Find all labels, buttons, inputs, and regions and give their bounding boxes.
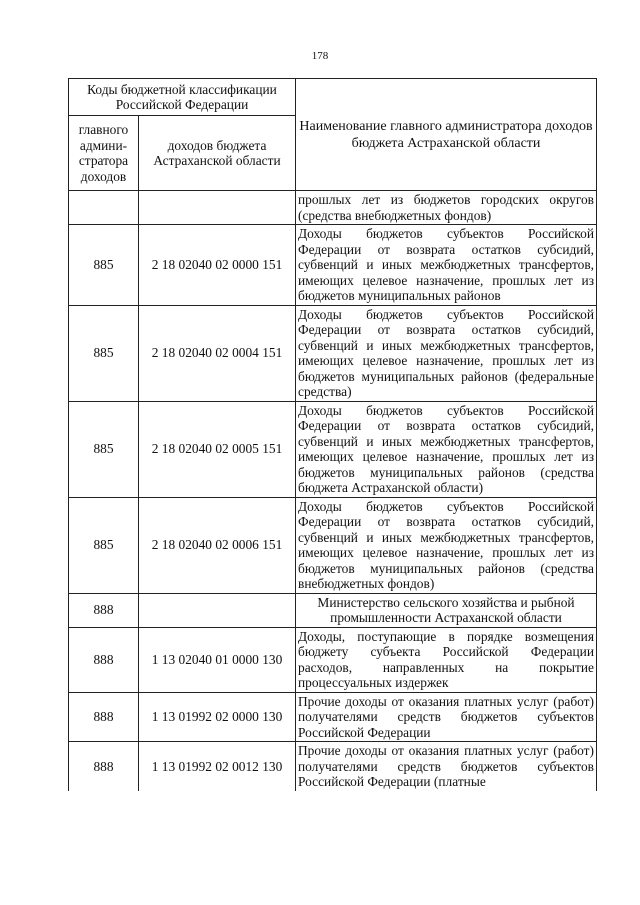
income-code-cell: 1 13 01992 02 0012 130 [139,742,296,791]
admin-code-cell: 888 [69,692,139,742]
table-row-section-heading [69,593,597,627]
header-administrator-name: Наименование главного администратора доходов бюджета Астраханской области [296,79,597,191]
table-row [69,692,597,742]
income-code-cell [139,191,296,225]
table-row [69,401,597,497]
income-code-cell: 2 18 02040 02 0005 151 [139,401,296,497]
income-code-cell: 2 18 02040 02 0004 151 [139,305,296,401]
admin-code-cell: 885 [69,401,139,497]
name-cell: Доходы бюджетов субъектов Российской Федерации от возврата остатков субсидий, субвенций и иных межбюджетных трансфертов, имеющих целевое назначение, прошлых лет из бюджетов муниципальных районов [296,225,597,306]
name-cell: Доходы бюджетов субъектов Российской Федерации от возврата остатков субсидий, субвенций и иных межбюджетных трансфертов, имеющих целевое назначение, прошлых лет из бюджетов муниципальных районов (средства внебюджетных фондов) [296,497,597,593]
table-row [69,225,597,306]
income-code-cell: 2 18 02040 02 0006 151 [139,497,296,593]
income-code-cell [139,593,296,627]
admin-code-cell: 885 [69,497,139,593]
name-cell: Доходы бюджетов субъектов Российской Федерации от возврата остатков субсидий, субвенций и иных межбюджетных трансфертов, имеющих целевое назначение, прошлых лет из бюджетов муниципальных районов (средства бюджета Астраханской области) [296,401,597,497]
table-row [69,305,597,401]
name-cell: Прочие доходы от оказания платных услуг (работ) получателями средств бюджетов субъектов Российской Федерации [296,692,597,742]
admin-code-cell: 885 [69,225,139,306]
table-header-row [69,79,597,116]
name-cell: Прочие доходы от оказания платных услуг (работ) получателями средств бюджетов субъектов Российской Федерации (платные [296,742,597,791]
admin-code-cell: 888 [69,742,139,791]
admin-code-cell: 888 [69,593,139,627]
name-cell: прошлых лет из бюджетов городских округов (средства внебюджетных фондов) [296,191,597,225]
table-row [69,742,597,791]
admin-code-cell: 888 [69,627,139,692]
name-cell: Доходы бюджетов субъектов Российской Федерации от возврата остатков субсидий, субвенций и иных межбюджетных трансфертов, имеющих целевое назначение, прошлых лет из бюджетов муниципальных районов (федеральные средства) [296,305,597,401]
admin-code-cell [69,191,139,225]
table-row [69,191,597,225]
income-code-cell: 2 18 02040 02 0000 151 [139,225,296,306]
name-cell: Доходы, поступающие в порядке возмещения бюджету субъекта Российской Федерации расходов, направленных на покрытие процессуальных издержек [296,627,597,692]
page-number: 178 [311,50,329,62]
income-code-cell: 1 13 01992 02 0000 130 [139,692,296,742]
table-row [69,627,597,692]
header-codes-group: Коды бюджетной классификации Российской Федерации [69,79,296,116]
income-code-cell: 1 13 02040 01 0000 130 [139,627,296,692]
header-income-code: доходов бюджета Астраханской области [139,116,296,191]
header-admin-code: главного админи-стратора доходов [69,116,139,191]
ministry-name-cell: Министерство сельского хозяйства и рыбной промышленности Астраханской области [296,593,597,627]
admin-code-cell: 885 [69,305,139,401]
budget-codes-table [68,78,597,791]
table-row [69,497,597,593]
